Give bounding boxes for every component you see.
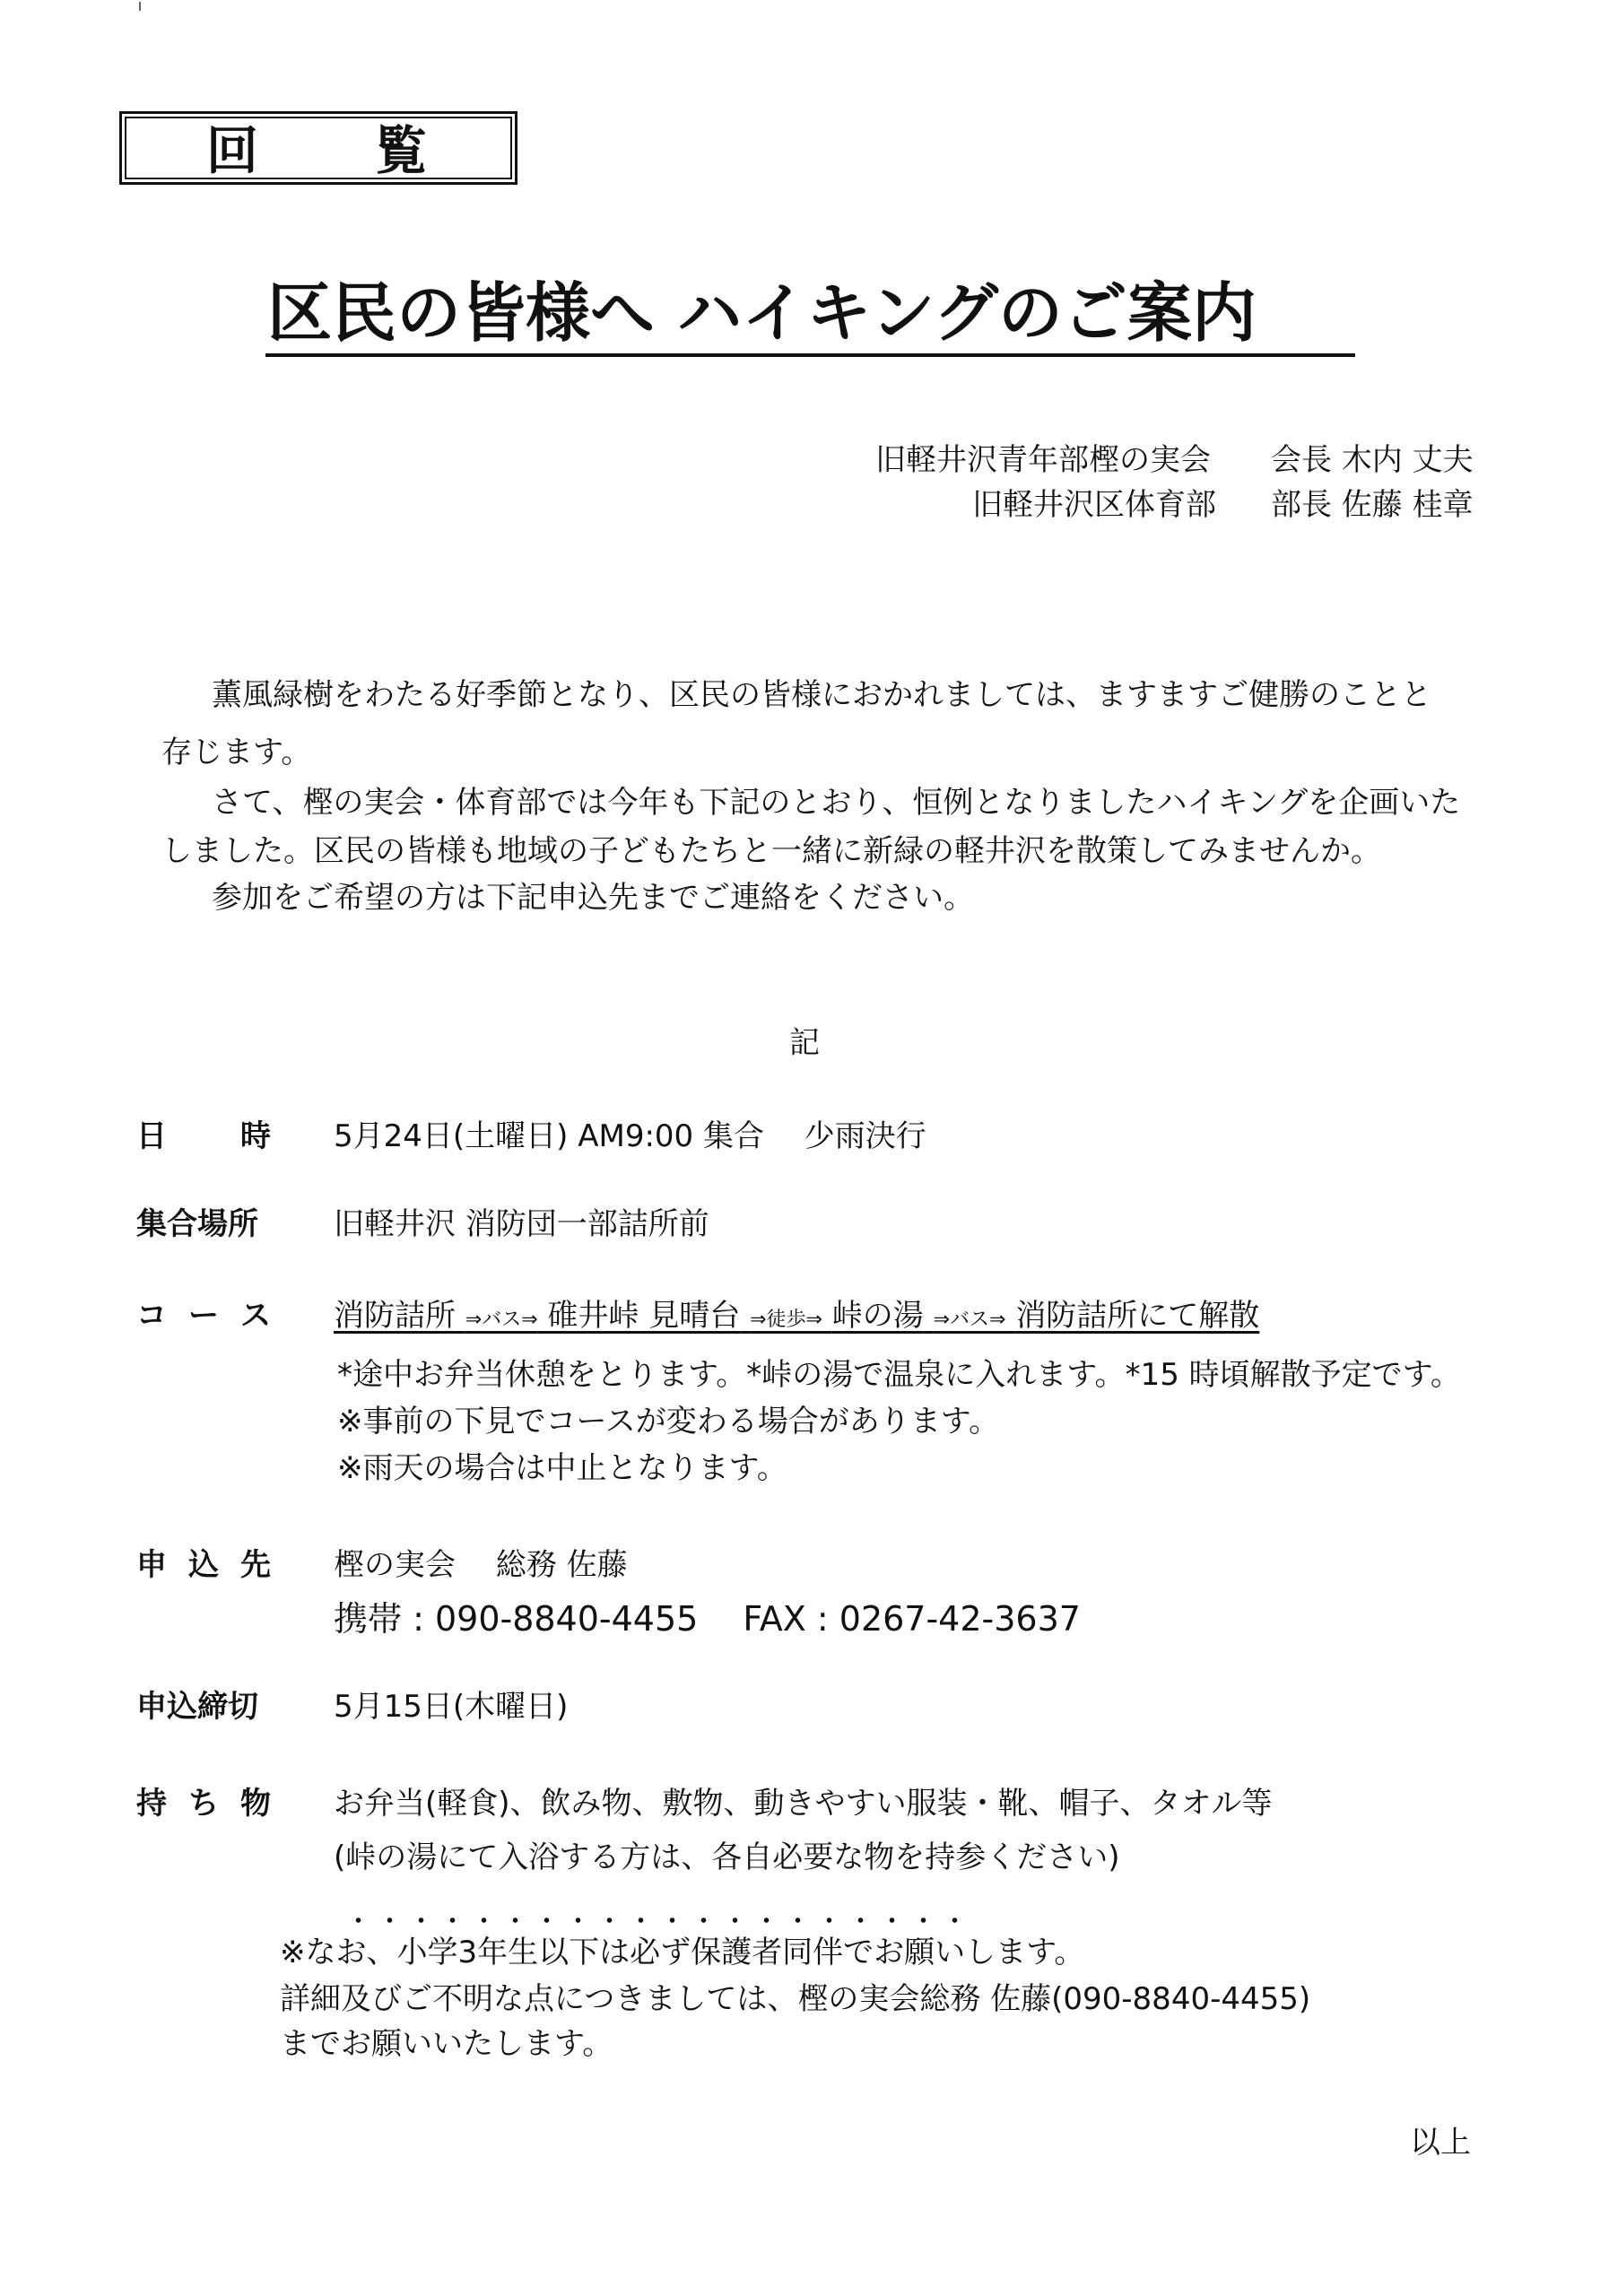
application-contact: 樫の実会 総務 佐藤 [334, 1547, 628, 1583]
application-label-char: 申 [136, 1547, 167, 1583]
course-route [334, 1295, 1259, 1341]
course-arrow-bus: ⇒バス⇒ [933, 1309, 1006, 1331]
invitation-line-1: さて、樫の実会・体育部では今年も下記のとおり、恒例となりましたハイキングを企画いた [212, 785, 1461, 821]
inquiry-note: 詳細及びご不明な点につきましては、樫の実会総務 佐藤(090-8840-4455) [280, 1981, 1311, 2017]
course-stop-fire-station: 消防詰所 [334, 1298, 456, 1334]
invitation-line-2: しました。区民の皆様も地域の子どもたちと一緒に新緑の軽井沢を散策してみませんか。 [161, 833, 1381, 869]
course-label-char: ー [188, 1298, 219, 1334]
meeting-place-value: 旧軽井沢 消防団一部詰所前 [334, 1206, 709, 1242]
course-label-char: コ [136, 1298, 167, 1334]
scan-mark [139, 2, 141, 11]
datetime-label-char: 時 [240, 1118, 271, 1154]
belongings-label-char: 物 [240, 1786, 271, 1822]
belongings-label [136, 1783, 271, 1824]
datetime-label [136, 1116, 271, 1157]
course-note-2: ※事前の下見でコースが変わる場合があります。 [337, 1404, 1000, 1439]
course-arrow-bus: ⇒バス⇒ [465, 1309, 538, 1331]
application-label-char: 先 [240, 1547, 271, 1583]
circulation-char-2: 覧 [375, 120, 428, 181]
circulation-stamp-box [119, 111, 517, 185]
course-stop-lookout: 碓井峠 見晴台 [547, 1298, 741, 1334]
greeting-line-1: 薫風緑樹をわたる好季節となり、区民の皆様におかれましては、ますますご健勝のことと [212, 677, 1431, 713]
application-label-char: 込 [188, 1547, 219, 1583]
application-label [136, 1544, 271, 1586]
emphasis-dots [343, 1916, 970, 1925]
guardian-note: ※なお、小学3年生以下は必ず保護者同伴でお願いします。 [280, 1935, 1085, 1970]
page-title: 区民の皆様へ ハイキングのご案内 [267, 275, 1257, 351]
ki-heading: 記 [789, 1025, 820, 1061]
circulation-char-1: 回 [206, 120, 259, 181]
course-stop-hot-spring: 峠の湯 [831, 1298, 924, 1334]
course-stop-dismissal: 消防詰所にて解散 [1015, 1298, 1260, 1334]
course-label [136, 1295, 271, 1336]
datetime-label-char: 日 [136, 1118, 167, 1154]
organizer-1-role: 会長 木内 丈夫 [1271, 442, 1474, 478]
datetime-value: 5月24日(土曜日) AM9:00 集合 少雨決行 [334, 1118, 926, 1154]
inquiry-note-end: までお願いいたします。 [280, 2026, 613, 2062]
belongings-note: (峠の湯にて入浴する方は、各自必要な物を持参ください) [334, 1839, 1120, 1875]
meeting-place-label: 集合場所 [136, 1206, 258, 1242]
course-note-3: ※雨天の場合は中止となります。 [337, 1450, 787, 1486]
closing-word: 以上 [1410, 2125, 1471, 2161]
organizer-1-name: 旧軽井沢青年部樫の実会 [875, 442, 1211, 478]
organizer-2-role: 部長 佐藤 桂章 [1271, 487, 1474, 523]
contact-request-line: 参加をご希望の方は下記申込先までご連絡をください。 [212, 880, 974, 916]
greeting-line-2: 存じます。 [161, 735, 312, 770]
belongings-label-char: 持 [136, 1786, 167, 1822]
title-underline [265, 353, 1355, 357]
course-note-1: *途中お弁当休憩をとります。*峠の湯で温泉に入れます。*15 時頃解散予定です。 [337, 1357, 1461, 1393]
application-phone-fax: 携帯 : 090-8840-4455 FAX : 0267-42-3637 [334, 1599, 1081, 1639]
belongings-label-char: ち [188, 1786, 219, 1822]
course-label-char: ス [240, 1298, 271, 1334]
deadline-value: 5月15日(木曜日) [334, 1689, 569, 1725]
belongings-value: お弁当(軽食)、飲み物、敷物、動きやすい服装・靴、帽子、タオル等 [334, 1786, 1273, 1822]
course-arrow-walk: ⇒徒歩⇒ [750, 1309, 822, 1331]
organizer-2-name: 旧軽井沢区体育部 [972, 487, 1216, 523]
deadline-label: 申込締切 [136, 1689, 258, 1725]
